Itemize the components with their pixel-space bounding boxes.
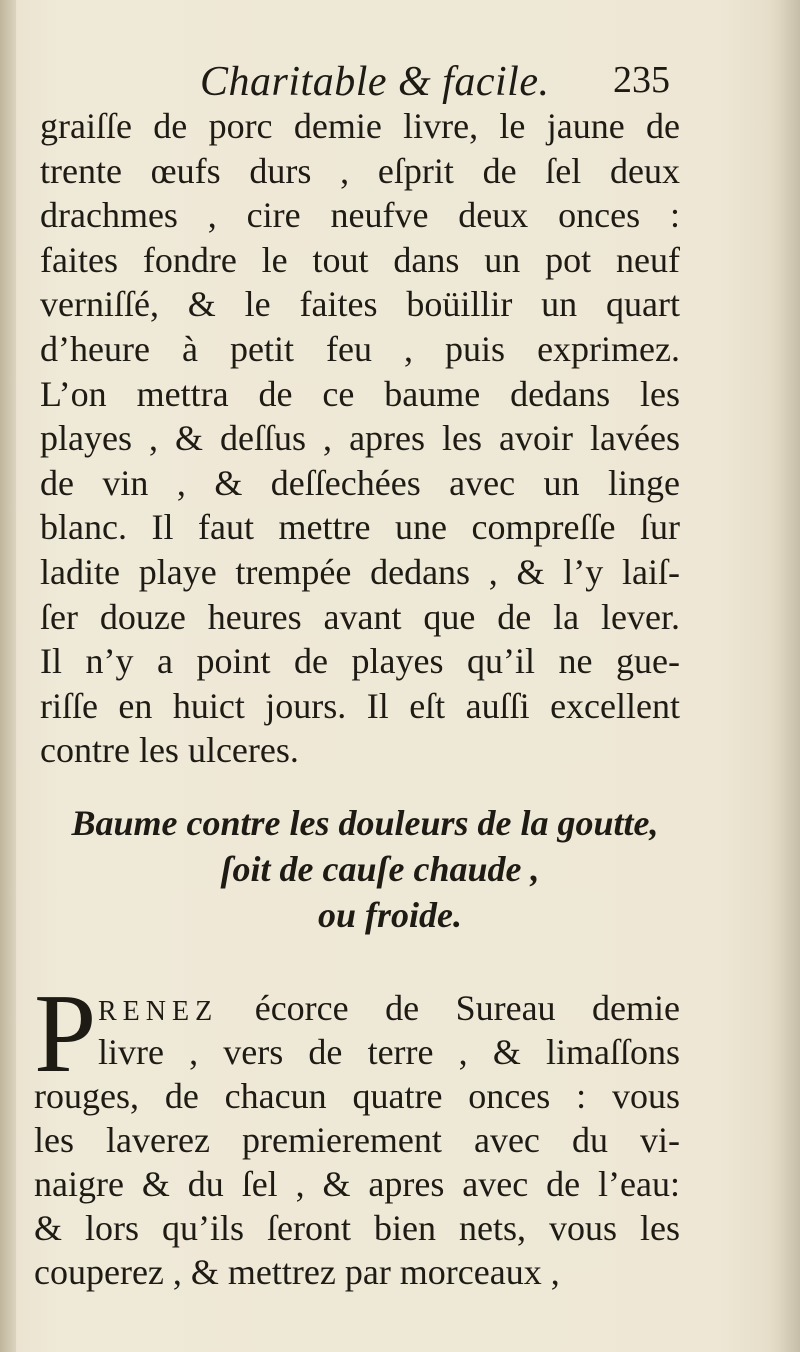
text-line: ladite playe trempée dedans , & l’y laiſ- <box>40 551 680 592</box>
text-line: graiſſe de porc demie livre, le jaune de <box>40 106 680 146</box>
text-line: naigre & du ſel , & apres avec de l’eau: <box>34 1164 680 1204</box>
recipe-heading-line-1: Baume contre les douleurs de la goutte, <box>71 803 659 843</box>
text-line: d’heure à petit feu , puis exprimez. <box>40 328 680 369</box>
text-line: riſſe en huict jours. Il eſt auſſi excellent <box>40 685 680 726</box>
text-line: couperez , & mettrez par morceaux , <box>34 1252 560 1292</box>
recipe-heading-line-2: ſoit de cauſe chaude , <box>220 849 540 889</box>
text-line: drachmes , cire neufve deux onces : <box>40 195 680 236</box>
drop-cap: P <box>34 972 97 1096</box>
text-line: rouges, de chacun quatre onces : vous <box>34 1076 680 1116</box>
text-line <box>34 986 680 1030</box>
text-fragment: écorce de Sureau demie <box>218 988 680 1028</box>
page-number: 235 <box>613 59 670 101</box>
text-line: L’on mettra de ce baume dedans les <box>40 373 680 414</box>
text-line: playes , & deſſus , apres les avoir lavées <box>40 418 680 459</box>
text-line: les laverez premierement avec du vi- <box>34 1120 680 1160</box>
paragraph-2 <box>34 972 680 1294</box>
text-line: contre les ulceres. <box>40 730 299 771</box>
text-line: verniſſé, & le faites boüillir un quart <box>40 284 680 325</box>
text-line: faites fondre le tout dans un pot neuf <box>40 239 680 280</box>
page-edge-shadow <box>770 0 800 1352</box>
text-line: & lors qu’ils ſeront bien nets, vous les <box>34 1208 680 1248</box>
running-head-title: Charitable & facile. <box>200 59 550 105</box>
page-binding-shadow <box>0 0 16 1352</box>
text-line: Il n’y a point de playes qu’il ne gue- <box>40 641 680 682</box>
text-line: ſer douze heures avant que de la lever. <box>40 596 680 637</box>
recipe-heading-line-3: ou froide. <box>318 895 462 935</box>
text-line: trente œufs durs , eſprit de ſel deux <box>40 150 680 191</box>
small-caps-word: RENEZ <box>98 996 219 1027</box>
text-line: de vin , & deſſechées avec un linge <box>40 462 680 503</box>
text-line: blanc. Il faut mettre une compreſſe ſur <box>40 507 680 548</box>
recipe-heading <box>40 800 680 938</box>
paragraph-1 <box>40 104 680 773</box>
text-line: livre , vers de terre , & limaſſons <box>98 1032 680 1072</box>
